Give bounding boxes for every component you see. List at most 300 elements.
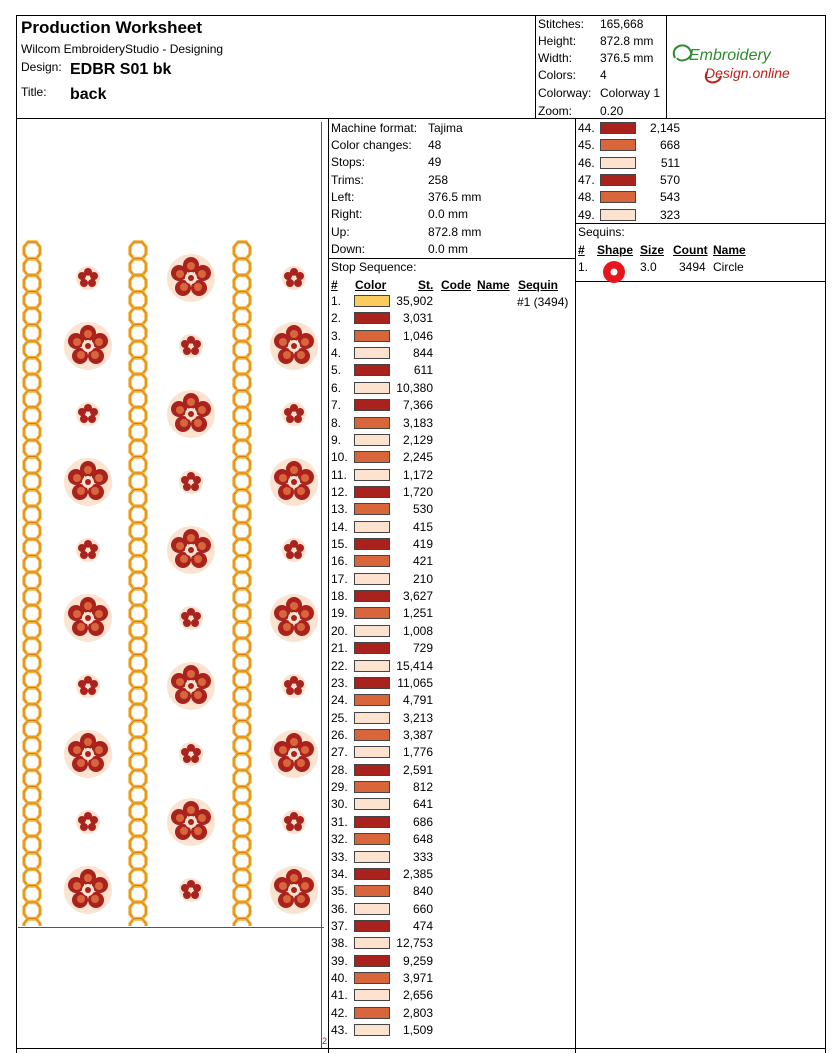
- chain-link: [130, 803, 146, 820]
- chain-link: [24, 886, 40, 903]
- color-swatch: [354, 382, 390, 394]
- chain-link: [234, 457, 250, 474]
- stitch-count: 840: [412, 884, 433, 899]
- stat-value: 165,668: [600, 17, 644, 31]
- stop-number: 43.: [331, 1023, 348, 1038]
- color-swatch: [354, 538, 390, 550]
- stop-number: 15.: [331, 537, 348, 552]
- machine-value: 258: [428, 173, 449, 187]
- stop-number: 3.: [331, 328, 342, 343]
- stitch-count: 648: [412, 832, 433, 847]
- chain-link: [24, 457, 40, 474]
- chain-link: [130, 539, 146, 556]
- chain-link: [234, 671, 250, 688]
- chain-link: [24, 869, 40, 886]
- chain-link: [130, 671, 146, 688]
- stitch-count: 611: [413, 363, 433, 378]
- color-swatch: [354, 486, 390, 498]
- chain-link: [234, 473, 250, 490]
- color-swatch: [600, 157, 636, 169]
- chain-link: [130, 457, 146, 474]
- stitch-count: 1,509: [402, 1023, 433, 1038]
- worksheet-title: Production Worksheet: [21, 18, 203, 37]
- color-swatch: [354, 330, 390, 342]
- large-flower-motif: [270, 866, 318, 914]
- stop-number: 28.: [331, 762, 348, 777]
- chain-link: [130, 490, 146, 507]
- stop-number: 49.: [578, 207, 595, 222]
- color-swatch: [354, 833, 390, 845]
- stop-number: 36.: [331, 901, 348, 916]
- flower-motifs: [64, 254, 318, 914]
- stitch-count: 15,414: [396, 658, 433, 673]
- stitch-count: 333: [412, 849, 433, 864]
- stop-number: 18.: [331, 589, 348, 604]
- stitch-count: 2,129: [402, 432, 433, 447]
- stop-number: 6.: [331, 380, 342, 395]
- chain-link: [234, 506, 250, 523]
- stitch-count: 530: [412, 502, 433, 517]
- design-label: Design:: [21, 60, 62, 74]
- chain-link: [234, 572, 250, 589]
- chain-link: [130, 259, 146, 276]
- chain-link: [24, 787, 40, 804]
- machine-value: 376.5 mm: [428, 190, 482, 204]
- chain-link: [130, 292, 146, 309]
- sequin-col-count: Count: [673, 243, 708, 257]
- stop-number: 17.: [331, 571, 348, 586]
- stop-number: 16.: [331, 554, 348, 569]
- stat-value: 872.8 mm: [600, 34, 654, 48]
- chain-link: [234, 787, 250, 804]
- stat-label: Stitches:: [538, 17, 585, 31]
- small-flower-motif: [179, 606, 203, 630]
- color-swatch: [354, 677, 390, 689]
- chain-link: [130, 391, 146, 408]
- chain-link: [130, 869, 146, 886]
- stop-sequence-title: Stop Sequence:: [331, 260, 417, 274]
- small-flower-motif: [179, 334, 203, 358]
- color-swatch: [354, 573, 390, 585]
- chain-link: [130, 754, 146, 771]
- chain-link: [234, 275, 250, 292]
- color-swatch: [354, 434, 390, 446]
- frame-bottom: [16, 1048, 826, 1049]
- chain-link: [130, 572, 146, 589]
- stop-number: 47.: [578, 172, 595, 187]
- small-flower-motif: [76, 266, 100, 290]
- color-swatch: [354, 989, 390, 1001]
- chain-link: [24, 836, 40, 853]
- chain-link: [24, 754, 40, 771]
- color-swatch: [354, 764, 390, 776]
- stop-number: 25.: [331, 710, 348, 725]
- stitch-count: 11,065: [397, 675, 433, 690]
- chain-link: [130, 638, 146, 655]
- chain-link: [130, 374, 146, 391]
- chain-link: [24, 655, 40, 672]
- large-flower-motif: [270, 322, 318, 370]
- chain-link: [130, 358, 146, 375]
- stop-number: 9.: [331, 432, 342, 447]
- sequin-row-size: 3.0: [640, 260, 657, 274]
- chain-link: [234, 655, 250, 672]
- color-swatch: [354, 955, 390, 967]
- small-flower-motif: [282, 266, 306, 290]
- stitch-count: 844: [412, 346, 433, 361]
- stop-number: 32.: [331, 832, 348, 847]
- chain-link: [234, 605, 250, 622]
- color-swatch: [354, 521, 390, 533]
- machine-label: Trims:: [331, 173, 364, 187]
- stop-number: 27.: [331, 745, 348, 760]
- chain-link: [130, 523, 146, 540]
- stop-number: 4.: [331, 346, 342, 361]
- machine-label: Color changes:: [331, 138, 412, 152]
- large-flower-motif: [167, 662, 215, 710]
- chain-link: [234, 770, 250, 787]
- stitch-count: 729: [412, 641, 433, 656]
- chain-link: [130, 721, 146, 738]
- chain-link: [234, 292, 250, 309]
- stitch-count: 3,031: [402, 311, 433, 326]
- stitch-count: 7,366: [402, 398, 433, 413]
- chain-link: [130, 836, 146, 853]
- chain-link: [24, 704, 40, 721]
- stop-number: 12.: [331, 484, 348, 499]
- small-flower-motif: [282, 674, 306, 698]
- stitch-count: 3,183: [402, 415, 433, 430]
- color-swatch: [354, 746, 390, 758]
- chain-link: [130, 473, 146, 490]
- chain-link: [24, 803, 40, 820]
- stop-number: 10.: [331, 450, 348, 465]
- color-swatch: [354, 851, 390, 863]
- logo-line-2: Design.online: [705, 65, 790, 81]
- ruler-horizontal: [18, 927, 324, 928]
- color-swatch: [354, 816, 390, 828]
- stitch-count: 1,008: [402, 623, 433, 638]
- ruler-end-mark: 2: [322, 1036, 328, 1046]
- stitch-count: 1,046: [402, 328, 433, 343]
- sequin-row-count: 3494: [679, 260, 706, 274]
- chain-link: [24, 490, 40, 507]
- stitch-count: 668: [659, 138, 680, 153]
- stop-number: 31.: [331, 814, 348, 829]
- large-flower-motif: [167, 254, 215, 302]
- small-flower-motif: [282, 402, 306, 426]
- chain-link: [234, 308, 250, 325]
- sequin-col-num: #: [578, 243, 585, 257]
- embroidery-design-logo: [667, 38, 825, 90]
- color-swatch: [354, 312, 390, 324]
- stitch-count: 323: [659, 207, 680, 222]
- stitch-count: 2,591: [402, 762, 433, 777]
- chain-link: [24, 440, 40, 457]
- small-flower-motif: [76, 402, 100, 426]
- sequin-row-num: 1.: [578, 260, 589, 274]
- stitch-count: 1,720: [402, 484, 433, 499]
- stat-value: 4: [600, 68, 607, 82]
- stitch-count: 3,627: [402, 589, 433, 604]
- large-flower-motif: [270, 594, 318, 642]
- stop-number: 24.: [331, 693, 348, 708]
- chain-link: [24, 374, 40, 391]
- chain-link: [130, 853, 146, 870]
- stitch-count: 1,172: [402, 467, 433, 482]
- chain-link: [130, 770, 146, 787]
- logo-line-1: Embroidery: [689, 47, 771, 64]
- stop-number: 48.: [578, 190, 595, 205]
- chain-link: [24, 275, 40, 292]
- chain-link: [24, 506, 40, 523]
- machine-label: Right:: [331, 207, 363, 221]
- chain-link: [24, 919, 40, 927]
- stop-number: 44.: [578, 121, 595, 135]
- stitch-count: 419: [412, 537, 433, 552]
- sequin-row-name: Circle: [713, 260, 744, 274]
- color-swatch: [354, 885, 390, 897]
- stitch-count: 812: [412, 780, 433, 795]
- color-swatch: [600, 122, 636, 134]
- color-swatch: [600, 191, 636, 203]
- chain-link: [234, 886, 250, 903]
- machine-value: 0.0 mm: [428, 207, 469, 221]
- machine-value: 0.0 mm: [428, 242, 469, 256]
- small-flower-motif: [282, 538, 306, 562]
- chain-link: [24, 242, 40, 259]
- chain-link: [24, 539, 40, 556]
- stop-number: 30.: [331, 797, 348, 812]
- stat-label: Colorway:: [538, 86, 592, 100]
- machine-value: Tajima: [428, 121, 463, 135]
- stop-number: 40.: [331, 971, 348, 986]
- stop-number: 21.: [331, 641, 348, 656]
- machine-label: Stops:: [331, 155, 366, 169]
- chain-link: [130, 820, 146, 837]
- chain-link: [130, 556, 146, 573]
- chain-link: [24, 358, 40, 375]
- stop-number: 33.: [331, 849, 348, 864]
- stitch-count: 4,791: [402, 693, 433, 708]
- large-flower-motif: [167, 798, 215, 846]
- color-swatch: [354, 868, 390, 880]
- color-swatch: [354, 295, 390, 307]
- stitch-count: 543: [659, 190, 680, 205]
- large-flower-motif: [270, 458, 318, 506]
- chain-link: [130, 605, 146, 622]
- chain-link: [234, 853, 250, 870]
- chain-link: [234, 341, 250, 358]
- chain-link: [234, 754, 250, 771]
- chain-link: [130, 242, 146, 259]
- chain-link: [130, 919, 146, 927]
- chain-link: [24, 589, 40, 606]
- chain-link: [234, 820, 250, 837]
- stop-number: 1.: [331, 294, 342, 308]
- chain-link: [24, 622, 40, 639]
- chain-link: [24, 523, 40, 540]
- chain-link: [24, 308, 40, 325]
- stitch-count: 641: [412, 797, 433, 812]
- stop-number: 5.: [331, 363, 342, 378]
- large-flower-motif: [167, 390, 215, 438]
- color-swatch: [354, 590, 390, 602]
- chain-link: [234, 803, 250, 820]
- chain-link: [130, 704, 146, 721]
- stat-label: Width:: [538, 51, 573, 65]
- col-header-num: #: [331, 278, 338, 292]
- small-flower-motif: [76, 538, 100, 562]
- chain-link: [234, 919, 250, 927]
- stitch-count: 686: [412, 814, 433, 829]
- sequin-col-shape: Shape: [597, 243, 634, 257]
- chain-link: [130, 787, 146, 804]
- chain-link: [234, 622, 250, 639]
- color-swatch: [600, 174, 636, 186]
- chain-link: [24, 391, 40, 408]
- chain-link: [234, 259, 250, 276]
- chain-link: [234, 704, 250, 721]
- stop-number: 14.: [331, 519, 348, 534]
- stitch-count: 415: [412, 519, 433, 534]
- color-swatch: [354, 364, 390, 376]
- large-flower-motif: [167, 526, 215, 574]
- chain-link: [234, 325, 250, 342]
- chain-link: [234, 424, 250, 441]
- chain-link: [234, 407, 250, 424]
- machine-value: 872.8 mm: [428, 225, 482, 239]
- design-value: EDBR S01 bk: [70, 61, 172, 78]
- stop-number: 45.: [578, 138, 595, 153]
- chain-link: [24, 853, 40, 870]
- sequins-title: Sequins:: [578, 225, 625, 239]
- color-swatch: [354, 712, 390, 724]
- color-swatch: [354, 417, 390, 429]
- machine-label: Machine format:: [331, 121, 418, 135]
- chain-link: [24, 902, 40, 919]
- stop-number: 22.: [331, 658, 348, 673]
- sequin-col-name: Name: [713, 243, 746, 257]
- col-header-st: St.: [418, 278, 434, 292]
- stop-number: 8.: [331, 415, 342, 430]
- chain-link: [130, 407, 146, 424]
- small-flower-motif: [179, 470, 203, 494]
- chain-link: [130, 325, 146, 342]
- stitch-count: 3,213: [402, 710, 433, 725]
- color-swatch: [354, 1007, 390, 1019]
- col-header-code: Code: [441, 278, 471, 292]
- ruler-vertical: [321, 122, 322, 1048]
- chain-link: [130, 308, 146, 325]
- stop-number: 23.: [331, 675, 348, 690]
- chain-link: [234, 539, 250, 556]
- chain-link: [130, 341, 146, 358]
- stitch-count: 3,971: [402, 971, 433, 986]
- col-header-sequin: Sequin: [518, 278, 559, 292]
- stitch-count: 35,902: [396, 294, 433, 308]
- stitch-count: 1,776: [402, 745, 433, 760]
- chain-link: [24, 638, 40, 655]
- color-swatch: [354, 798, 390, 810]
- stop-number: 11.: [331, 467, 347, 482]
- chain-link: [234, 688, 250, 705]
- stop-number: 35.: [331, 884, 348, 899]
- chain-link: [234, 374, 250, 391]
- color-swatch: [354, 937, 390, 949]
- color-swatch: [354, 920, 390, 932]
- chain-link: [24, 259, 40, 276]
- chain-link: [234, 440, 250, 457]
- title-value: back: [70, 86, 107, 103]
- color-swatch: [354, 660, 390, 672]
- machine-value: 49: [428, 155, 442, 169]
- chain-link: [24, 556, 40, 573]
- stop-number: 37.: [331, 918, 348, 933]
- stop-number: 19.: [331, 606, 348, 621]
- color-swatch: [354, 607, 390, 619]
- stat-label: Colors:: [538, 68, 577, 82]
- stop-number: 42.: [331, 1005, 348, 1020]
- stat-value: 376.5 mm: [600, 51, 654, 65]
- chain-link: [234, 490, 250, 507]
- stitch-count: 421: [412, 554, 433, 569]
- stitch-count: 2,245: [402, 450, 433, 465]
- col-header-name: Name: [477, 278, 510, 292]
- chain-link: [24, 572, 40, 589]
- chain-link: [234, 836, 250, 853]
- chain-columns: [24, 242, 250, 926]
- chain-link: [24, 737, 40, 754]
- large-flower-motif: [64, 730, 112, 778]
- color-swatch: [354, 694, 390, 706]
- stitch-count: 10,380: [396, 380, 433, 395]
- col-header-color: Color: [355, 278, 387, 292]
- large-flower-motif: [64, 594, 112, 642]
- stitch-count: 474: [412, 918, 433, 933]
- col-divider-2: [575, 119, 576, 1053]
- color-swatch: [354, 469, 390, 481]
- small-flower-motif: [76, 810, 100, 834]
- machine-value: 48: [428, 138, 442, 152]
- stop-number: 41.: [331, 988, 348, 1003]
- chain-link: [234, 902, 250, 919]
- chain-link: [130, 737, 146, 754]
- col-divider-1: [328, 119, 329, 1053]
- color-swatch: [354, 555, 390, 567]
- stop-number: 7.: [331, 398, 342, 413]
- chain-link: [234, 391, 250, 408]
- machine-label: Down:: [331, 242, 366, 256]
- chain-link: [130, 506, 146, 523]
- title-label: Title:: [21, 85, 47, 99]
- chain-link: [234, 638, 250, 655]
- chain-link: [234, 556, 250, 573]
- stop-number: 13.: [331, 502, 348, 517]
- sequin-col-size: Size: [640, 243, 665, 257]
- stop-number: 38.: [331, 936, 348, 951]
- chain-link: [24, 292, 40, 309]
- chain-link: [130, 440, 146, 457]
- chain-link: [234, 737, 250, 754]
- chain-link: [24, 770, 40, 787]
- small-flower-motif: [282, 810, 306, 834]
- large-flower-motif: [270, 730, 318, 778]
- chain-link: [234, 589, 250, 606]
- chain-link: [24, 721, 40, 738]
- app-line: Wilcom EmbroideryStudio - Designing: [21, 42, 224, 56]
- header-divider-1: [535, 15, 536, 119]
